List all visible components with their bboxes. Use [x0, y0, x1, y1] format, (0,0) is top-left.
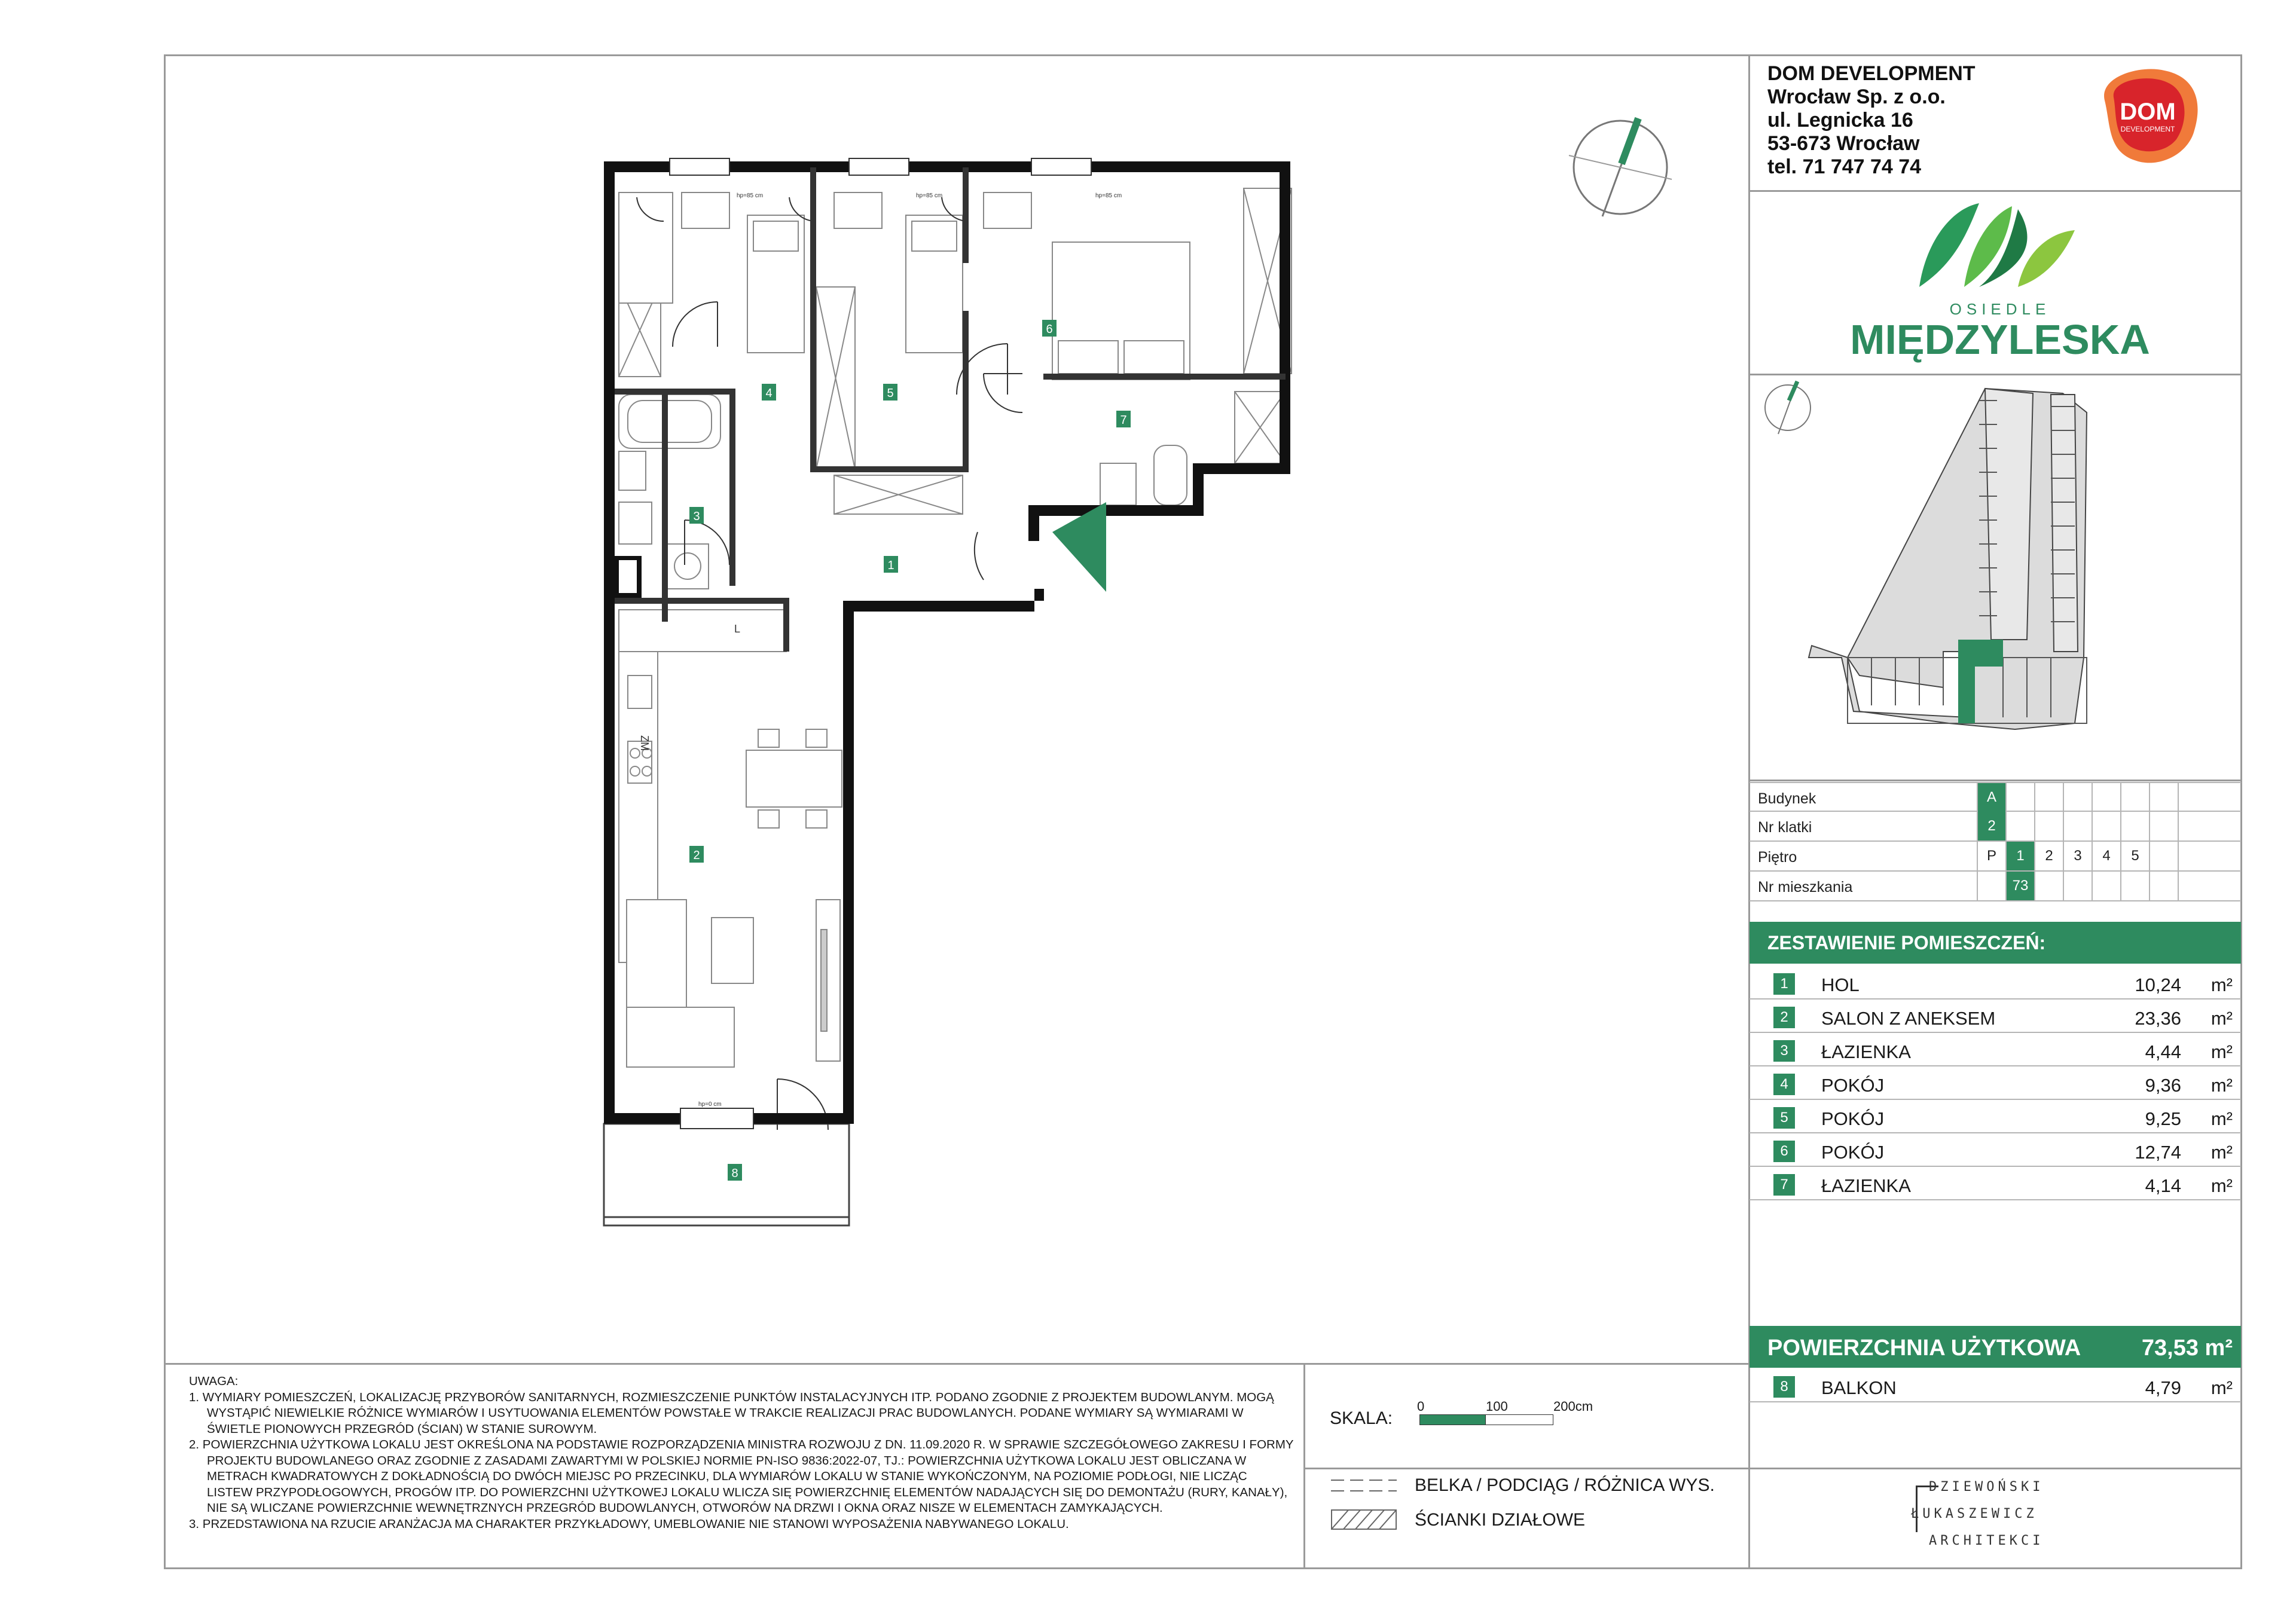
- info-row-floor: [1750, 842, 2241, 872]
- plan-room-3: 3: [693, 510, 700, 523]
- staircase-label: Nr klatki: [1758, 819, 1812, 836]
- architect-line1: DZIEWOŃSKI: [1929, 1480, 2044, 1494]
- dom-development-logo: [2093, 65, 2203, 169]
- floor-option-p: P: [1977, 842, 2005, 870]
- balcony: [604, 1124, 849, 1225]
- room-row: [1750, 1133, 2241, 1167]
- room-area: 9,25: [2145, 1108, 2181, 1129]
- architect-logo: [1911, 1480, 2078, 1557]
- room-number: 3: [1773, 1040, 1795, 1062]
- plan-room-4: 4: [765, 387, 773, 400]
- logo-main-text: DOM: [2120, 99, 2176, 125]
- room-name: ŁAZIENKA: [1821, 1041, 1911, 1062]
- room-area: 9,36: [2145, 1075, 2181, 1096]
- empty-cell: [2092, 872, 2120, 900]
- empty-cell: [2149, 842, 2178, 870]
- room-number: 4: [1773, 1074, 1795, 1095]
- room-number: 6: [1773, 1141, 1795, 1162]
- logo-sub-text: DEVELOPMENT: [2120, 125, 2175, 133]
- company-city: 53-673 Wrocław: [1767, 132, 1920, 155]
- room-area: 4,44: [2145, 1041, 2181, 1062]
- room-area: 10,24: [2135, 974, 2181, 995]
- empty-cell: [2149, 872, 2178, 900]
- apartment-label: Nr mieszkania: [1758, 879, 1853, 895]
- scale-bar-green: [1419, 1414, 1486, 1425]
- room-unit: m²: [2210, 1075, 2233, 1096]
- total-area-label: POWIERZCHNIA UŻYTKOWA: [1767, 1335, 2081, 1361]
- project-prefix: OSIEDLE: [1949, 300, 2051, 318]
- notes-block: [189, 1374, 1295, 1532]
- room-unit: m²: [2210, 1008, 2233, 1029]
- window-note: hp=85 cm: [737, 192, 764, 199]
- company-phone: tel. 71 747 74 74: [1767, 155, 1922, 178]
- floor-option-4: 4: [2092, 842, 2120, 870]
- keyplan-highlight-top: [1958, 640, 2003, 667]
- architect-line3: ARCHITEKCI: [1929, 1533, 2044, 1548]
- balcony-number: 8: [1773, 1376, 1795, 1398]
- room-unit: m²: [2210, 974, 2233, 995]
- apartment-value: 73: [2005, 872, 2034, 900]
- notes-divider: [164, 1363, 1750, 1365]
- info-row-staircase: [1750, 812, 2241, 842]
- beam-legend-label: BELKA / PODCIĄG / RÓŻNICA WYS.: [1415, 1475, 1715, 1495]
- room-unit: m²: [2210, 1041, 2233, 1062]
- empty-cell: [2149, 812, 2178, 840]
- info-row-apartment: [1750, 872, 2241, 901]
- floor-plan: [592, 149, 1309, 1237]
- empty-cell: [2005, 812, 2034, 840]
- scale-label: SKALA:: [1330, 1408, 1393, 1428]
- note-item: 3. PRZEDSTAWIONA NA RZUCIE ARANŻACJA MA CHARAKTER PRZYKŁADOWY, UMEBLOWANIE NIE STANOWI WYPOSAŻENIA NABYWANEGO LOKALU.: [189, 1517, 1069, 1531]
- note-item: 2. POWIERZCHNIA UŻYTKOWA LOKALU JEST OKREŚLONA NA PODSTAWIE ROZPORZĄDZENIA MINISTRA ROZWOJU Z DN. 11.09.2020 R. W SPRAWIE SZCZEGÓŁOWEGO ZAKRESU I FORMY PROJEKTU BUDOWLANEGO ORAZ ZGODNIE Z ZASADAMI ZAWARTYMI W POLSKIEJ NORMIE PN-ISO 9836:2022-07, TJ.: POWIERZCHNIA UŻYTKOWA LOKALU JEST OBLICZANA W METRACH KWADRATOWYCH Z DOKŁADNOŚCIĄ DO DWÓCH MIEJSC PO PRZECINKU, DLA WYMIARÓW LOKALU W STANIE WYKOŃCZONYM, NA POZIOMIE PODŁOGI, NIE LICZĄC LISTEW PRZYPODŁOGOWYCH, PROGÓW ITP. DO POWIERZCHNI UŻYTKOWEJ LOKALU WLICZA SIĘ POWIERZCHNIĘ ELEMENTÓW NADAJĄCYCH SIĘ DO DEMONTAŻU (RURY, KANAŁY), NIE SĄ WLICZANE POWIERZCHNIE WEWNĘTRZNYCH PRZEGRÓD BUDOWLANYCH, OTWORÓW NA DRZWI I OKNA ORAZ NISZE W ELEMENTACH ZAMYKAJĄCYCH.: [189, 1438, 1294, 1515]
- building-value: A: [1977, 783, 2005, 812]
- empty-cell: [2120, 783, 2149, 812]
- room-name: POKÓJ: [1821, 1108, 1885, 1129]
- room-row: [1750, 966, 2241, 1000]
- staircase-value: 2: [1977, 812, 2005, 840]
- room-row: [1750, 1033, 2241, 1066]
- empty-cell: [2034, 783, 2063, 812]
- fridge-label: L: [734, 623, 741, 635]
- balcony-row: [1750, 1369, 2241, 1402]
- room-row: [1750, 1066, 2241, 1100]
- leaf-logo-icon: [1913, 197, 2081, 293]
- empty-cell: [1977, 872, 2005, 900]
- room-number: 7: [1773, 1174, 1795, 1196]
- plan-room-8: 8: [731, 1167, 738, 1180]
- balcony-area: 4,79: [2145, 1377, 2181, 1398]
- scale-legend-divider: [1303, 1468, 1750, 1469]
- header-divider: [1748, 190, 2242, 192]
- room-name: POKÓJ: [1821, 1142, 1885, 1163]
- empty-cell: [2063, 872, 2092, 900]
- rooms-heading: ZESTAWIENIE POMIESZCZEŃ:: [1750, 922, 2241, 964]
- room-name: HOL: [1821, 974, 1860, 995]
- partition-legend-label: ŚCIANKI DZIAŁOWE: [1415, 1510, 1586, 1530]
- room-row: [1750, 1167, 2241, 1200]
- floor-option-2: 2: [2034, 842, 2063, 870]
- floor-option-5: 5: [2120, 842, 2149, 870]
- keyplan-compass-icon: [1765, 381, 1810, 434]
- empty-cell: [2178, 872, 2206, 900]
- room-name: POKÓJ: [1821, 1075, 1885, 1096]
- total-area-bar: [1750, 1326, 2241, 1368]
- room-unit: m²: [2210, 1108, 2233, 1129]
- door-note: hp=0 cm: [698, 1101, 722, 1108]
- room-row: [1750, 1100, 2241, 1133]
- architect-divider: [1748, 1468, 2242, 1469]
- room-area: 4,14: [2145, 1175, 2181, 1196]
- dishwasher-label: ZM: [639, 735, 651, 751]
- room-row: [1750, 1000, 2241, 1033]
- company-name: DOM DEVELOPMENT: [1767, 62, 1976, 85]
- empty-cell: [2178, 812, 2206, 840]
- company-info: [1767, 62, 1976, 179]
- empty-cell: [2092, 783, 2120, 812]
- room-area: 12,74: [2135, 1142, 2181, 1163]
- window-note: hp=85 cm: [916, 192, 943, 199]
- empty-cell: [2034, 812, 2063, 840]
- scale-tick-100: 100: [1486, 1399, 1508, 1414]
- room-number: 2: [1773, 1007, 1795, 1028]
- notes-title: UWAGA:: [189, 1374, 239, 1388]
- keyplan-divider: [1748, 780, 2242, 781]
- empty-cell: [2063, 783, 2092, 812]
- plan-room-2: 2: [693, 849, 700, 862]
- empty-cell: [2120, 812, 2149, 840]
- empty-cell: [2149, 783, 2178, 812]
- empty-cell: [2120, 872, 2149, 900]
- beam-legend-icon: [1331, 1477, 1397, 1494]
- company-street: ul. Legnicka 16: [1767, 109, 1913, 132]
- plan-room-7: 7: [1120, 414, 1127, 427]
- room-name: ŁAZIENKA: [1821, 1175, 1911, 1196]
- empty-cell: [2034, 872, 2063, 900]
- balcony-unit: m²: [2210, 1377, 2233, 1398]
- balcony-name: BALKON: [1821, 1377, 1897, 1398]
- company-entity: Wrocław Sp. z o.o.: [1767, 85, 1946, 108]
- room-number: 5: [1773, 1107, 1795, 1129]
- room-name: SALON Z ANEKSEM: [1821, 1008, 1996, 1029]
- building-label: Budynek: [1758, 790, 1816, 807]
- scale-tick-0: 0: [1417, 1399, 1425, 1414]
- empty-cell: [2178, 783, 2206, 812]
- plan-room-6: 6: [1046, 323, 1053, 336]
- floor-option-1: 1: [2005, 842, 2034, 870]
- window-note: hp=85 cm: [1095, 192, 1122, 199]
- plan-room-1: 1: [887, 559, 894, 572]
- empty-cell: [2005, 783, 2034, 812]
- total-area-value: 73,53 m²: [2141, 1335, 2233, 1361]
- empty-cell: [2178, 842, 2206, 870]
- note-item: 1. WYMIARY POMIESZCZEŃ, LOKALIZACJĘ PRZYBORÓW SANITARNYCH, ROZMIESZCZENIE PUNKTÓW INSTALACYJNYCH ITP. PODANO ZGODNIE Z PROJEKTEM BUDOWLANYM. MOGĄ WYSTĄPIĆ NIEWIELKIE RÓŻNICE WYMIARÓW I USYTUOWANIA ELEMENTÓW POWSTAŁE W TRAKCIE REALIZACJI PRAC BUDOWLANYCH. PODANE WYMIARY SĄ WYMIARAMI W ŚWIETLE PIONOWYCH PRZEGRÓD (ŚCIAN) W STANIE SUROWYM.: [189, 1390, 1274, 1436]
- empty-cell: [2092, 812, 2120, 840]
- room-number: 1: [1773, 973, 1795, 995]
- plan-room-5: 5: [887, 387, 894, 400]
- floor-option-3: 3: [2063, 842, 2092, 870]
- logo-divider: [1748, 374, 2242, 375]
- room-unit: m²: [2210, 1142, 2233, 1163]
- room-unit: m²: [2210, 1175, 2233, 1196]
- key-plan: [1752, 377, 2242, 747]
- partition-legend-icon: [1331, 1509, 1397, 1530]
- architect-line2: ŁUKASZEWICZ: [1911, 1506, 2038, 1521]
- compass-icon: [1567, 114, 1674, 221]
- info-row-building: [1750, 782, 2241, 812]
- scale-bar-white: [1485, 1414, 1553, 1425]
- floor-label: Piętro: [1758, 849, 1797, 866]
- keyplan-highlight-apartment: [1958, 667, 1975, 723]
- project-name: MIĘDZYLESKA: [1850, 316, 2150, 363]
- room-area: 23,36: [2135, 1008, 2181, 1029]
- scale-tick-200: 200cm: [1553, 1399, 1593, 1414]
- empty-cell: [2063, 812, 2092, 840]
- notes-legend-divider: [1303, 1363, 1305, 1569]
